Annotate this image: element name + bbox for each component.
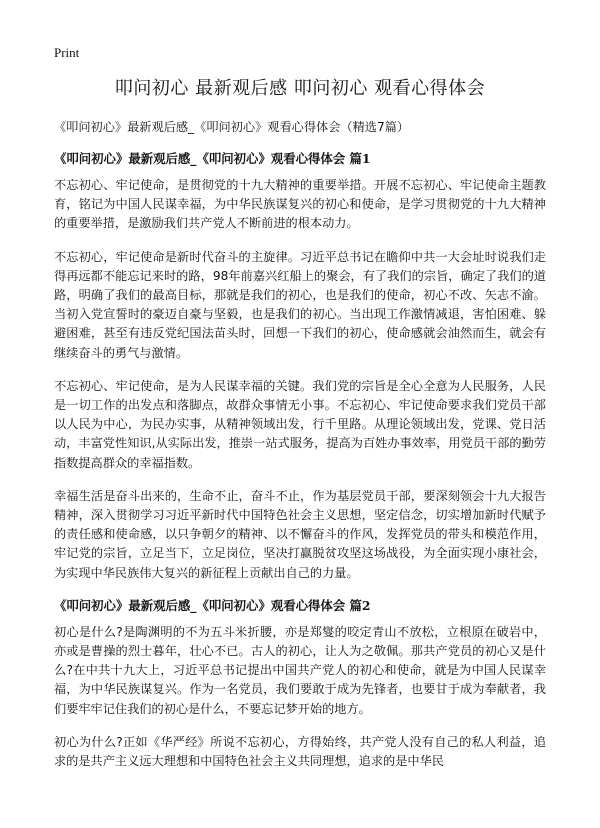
print-link[interactable]: Print xyxy=(54,45,80,60)
paragraph: 不忘初心，牢记使命是新时代奋斗的主旋律。习近平总书记在瞻仰中共一大会址时说我们走得再远都不能忘记来时的路，98年前嘉兴红船上的聚会，有了我们的宗旨，确定了我们的道路，明确了我们的最高目标，那就是我们的初心，也是我们的使命，初心不改、矢志不渝。当初入党宣誓时的豪迈自豪与坚毅，也是我们的初心。当出现工作激情减退，害怕困难、躲避困难，甚至有违反党纪国法苗头时，回想一下我们的初心，使命感就会油然而生，就会有继续奋斗的勇气与激情。 xyxy=(54,249,546,360)
section-heading: 《叩问初心》最新观后感_《叩问初心》观看心得体会 篇2 xyxy=(54,597,371,613)
section-2 xyxy=(54,597,546,771)
document-subtitle: 《叩问初心》最新观后感_《叩问初心》观看心得体会（精选7篇） xyxy=(54,120,410,134)
section-1 xyxy=(54,150,546,583)
paragraph: 不忘初心、牢记使命，是贯彻党的十九大精神的重要举措。开展不忘初心、牢记使命主题教育，铭记为中国人民谋幸福，为中华民族谋复兴的初心和使命，是学习贯彻党的十九大精神的重要举措，是激励我们共产党人不断前进的根本动力。 xyxy=(54,178,546,231)
section-heading: 《叩问初心》最新观后感_《叩问初心》观看心得体会 篇1 xyxy=(54,151,371,166)
paragraph: 不忘初心、牢记使命，是为人民谋幸福的关键。我们党的宗旨是全心全意为人民服务，人民是一切工作的出发点和落脚点，故群众事情无小事。不忘初心、牢记使命要求我们党员干部以人民为中心，为民办实事，从精神领域出发，行千里路。从理论领域出发，党课、党日活动，丰富党性知识,从实际出发，推崇一站式服务，提高为百姓办事效率，用党员干部的勤劳指数提高群众的幸福指数。 xyxy=(54,378,546,470)
paragraph: 初心是什么?是陶渊明的不为五斗米折腰，亦是郑燮的咬定青山不放松，立根原在破岩中，亦或是曹操的烈士暮年，壮心不已。古人的初心，让人为之敬佩。那共产党员的初心又是什么?在中共十九大上，习近平总书记提出中国共产党人的初心和使命，就是为中国人民谋幸福，为中华民族谋复兴。作为一名党员，我们要敢于成为先锋者，也要甘于成为奉献者，我们要牢牢记住我们的初心是什么，不要忘记梦开始的地方。 xyxy=(54,624,546,716)
paragraph: 初心为什么?正如《华严经》所说不忘初心，方得始终，共产党人没有自己的私人利益，追求的是共产主义远大理想和中国特色社会主义共同理想，追求的是中华民 xyxy=(54,734,546,769)
document-title: 叩问初心 最新观后感 叩问初心 观看心得体会 xyxy=(114,78,486,99)
paragraph: 幸福生活是奋斗出来的，生命不止，奋斗不止，作为基层党员干部，要深刻领会十九大报告精神，深入贯彻学习习近平新时代中国特色社会主义思想，坚定信念，切实增加新时代赋予的责任感和使命感，以只争朝夕的精神、以不懈奋斗的作风，发挥党员的带头和模范作用，牢记党的宗旨，立足当下，立足岗位，坚决打赢脱贫攻坚这场战役，为全面实现小康社会，为实现中华民族伟大复兴的新征程上贡献出自己的力量。 xyxy=(54,488,546,580)
